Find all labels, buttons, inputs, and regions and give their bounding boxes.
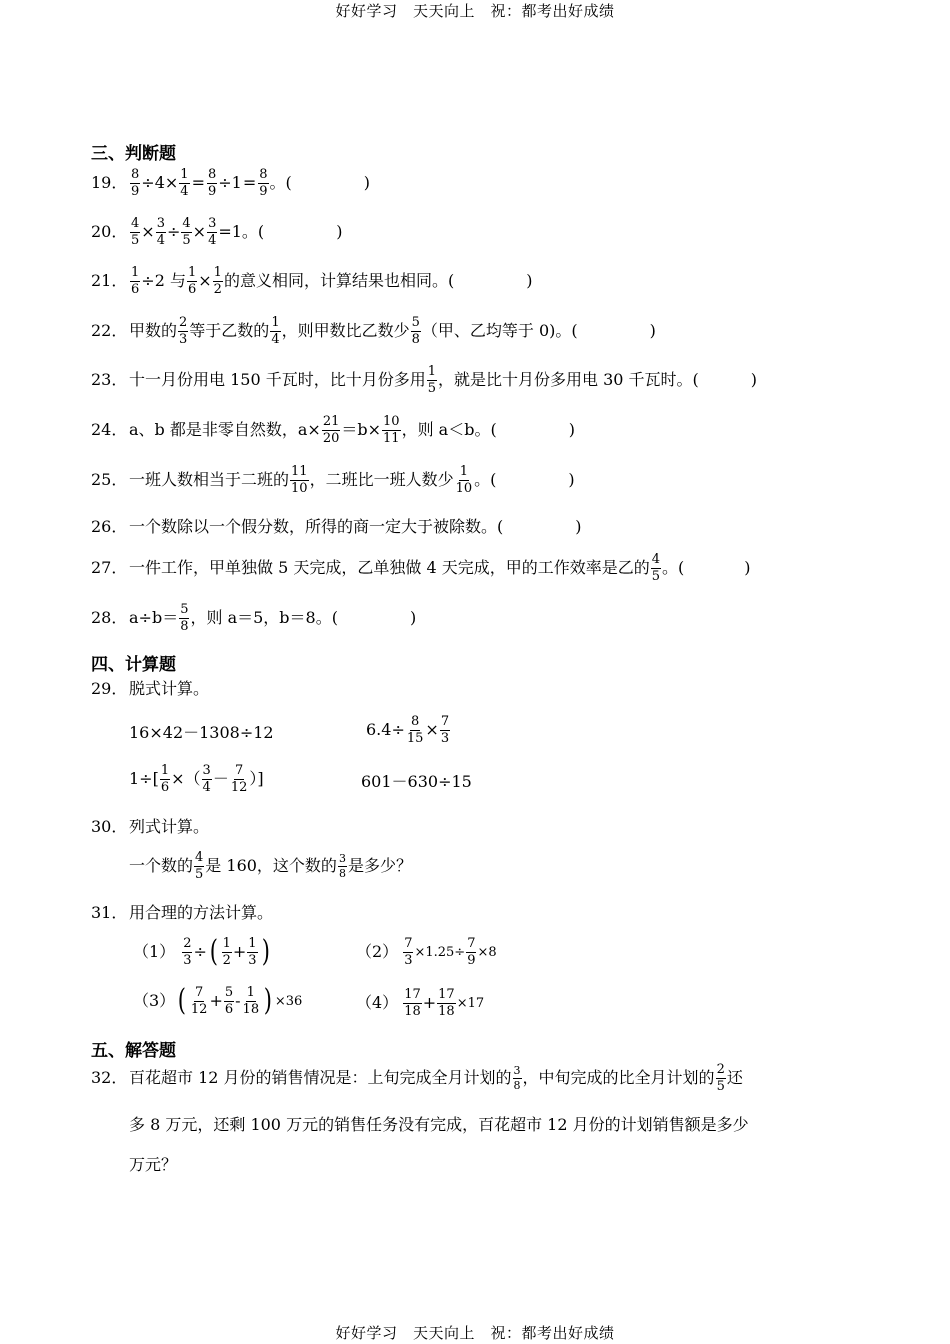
fraction: $\frac{8}{9}$ (131, 167, 140, 199)
page-footer: 好好学习 天天向上 祝：都考出好成绩 (335, 1324, 615, 1342)
question-number: 19． (91, 173, 128, 193)
question-number: 20． (91, 222, 128, 242)
sub-question-2: （2） $\frac{7}{3}$ ×1.25÷ $\frac{7}{9}$ ×8 (356, 936, 497, 968)
question-26: 26． 一个数除以一个假分数，所得的商一定大于被除数。( ) (91, 517, 582, 536)
expression-2: 6.4÷ $\frac{8}{15}$ × $\frac{7}{3}$ (366, 714, 450, 746)
question-21: 21． $\frac{1}{6}$ ÷2 与 $\frac{1}{6}$ × $\frac{1}{2}$ 的意义相同，计算结果也相同。( ) (91, 265, 533, 297)
question-25: 25． 一班人数相当于二班的 $\frac{11}{10}$ ，二班比一班人数少 $\frac{1}{10}$ 。( ) (91, 464, 575, 496)
section-title-calc: 四、计算题 (91, 655, 176, 675)
fraction: $\frac{1}{4}$ (180, 167, 189, 199)
question-30-body: 一个数的 $\frac{4}{5}$ 是 160，这个数的 $\frac{3}{8}$ 是多少？ (129, 850, 412, 882)
expression-1: 16×42－1308÷12 (129, 723, 274, 742)
question-29: 29． 脱式计算。 (91, 679, 210, 698)
question-22: 22． 甲数的 $\frac{2}{3}$ 等于乙数的 $\frac{1}{4}$ ，则甲数比乙数少 $\frac{5}{8}$ （甲、乙均等于 0)。( ) (91, 315, 656, 347)
sub-question-1: （1） $\frac{2}{3}$ ÷ ( $\frac{1}{2}$ + $\frac{1}{3}$ ) (133, 934, 270, 970)
question-32-line-3: 万元？ (129, 1155, 178, 1174)
question-27: 27． 一件工作，甲单独做 5 天完成，乙单独做 4 天完成，甲的工作效率是乙的 $\frac{4}{5}$ 。( ) (91, 552, 751, 584)
question-31: 31． 用合理的方法计算。 (91, 903, 274, 922)
fraction: $\frac{8}{9}$ (259, 167, 268, 199)
section-title-solve: 五、解答题 (91, 1041, 176, 1061)
question-32: 32． 百花超市 12 月份的销售情况是：上旬完成全月计划的 $\frac{3}{8}$ ，中旬完成的比全月计划的 $\frac{2}{5}$ 还 (91, 1062, 743, 1094)
question-24: 24． a、b 都是非零自然数，a× $\frac{21}{20}$ ＝b× $\frac{10}{11}$ ，则 a＜b。( ) (91, 414, 575, 446)
question-23: 23． 十一月份用电 150 千瓦时，比十月份多用 $\frac{1}{5}$ ，就是比十月份多用电 30 千瓦时。( ) (91, 364, 758, 396)
sub-question-4: （4） $\frac{17}{18}$ + $\frac{17}{18}$ ×17 (356, 987, 485, 1019)
section-title-judge: 三、判断题 (91, 144, 176, 164)
expression-4: 601－630÷15 (361, 772, 472, 791)
question-30: 30． 列式计算。 (91, 817, 210, 836)
fraction: $\frac{8}{9}$ (207, 167, 217, 199)
question-20: 20． $\frac{4}{5}$ × $\frac{3}{4}$ ÷ $\frac{4}{5}$ × $\frac{3}{4}$ =1。( ) (91, 216, 343, 248)
page-header: 好好学习 天天向上 祝：都考出好成绩 (335, 2, 615, 20)
sub-question-3: （3） ( $\frac{7}{12}$ + $\frac{5}{6}$ - $\frac{1}{18}$ ) ×36 (133, 983, 303, 1019)
question-32-line-2: 多 8 万元，还剩 100 万元的销售任务没有完成，百花超市 12 月份的计划销售额是多少 (129, 1115, 749, 1134)
question-19: 19． $\frac{8}{9}$ ÷4× $\frac{1}{4}$ = $\frac{8}{9}$ ÷1 = $\frac{8}{9}$ 。( ) (91, 167, 371, 199)
expression-3: 1÷[ $\frac{1}{6}$ ×（ $\frac{3}{4}$ － $\frac{7}{12}$ ）] (129, 763, 264, 795)
question-28: 28． a÷b＝ $\frac{5}{8}$ ，则 a＝5，b＝8。( ) (91, 602, 417, 634)
